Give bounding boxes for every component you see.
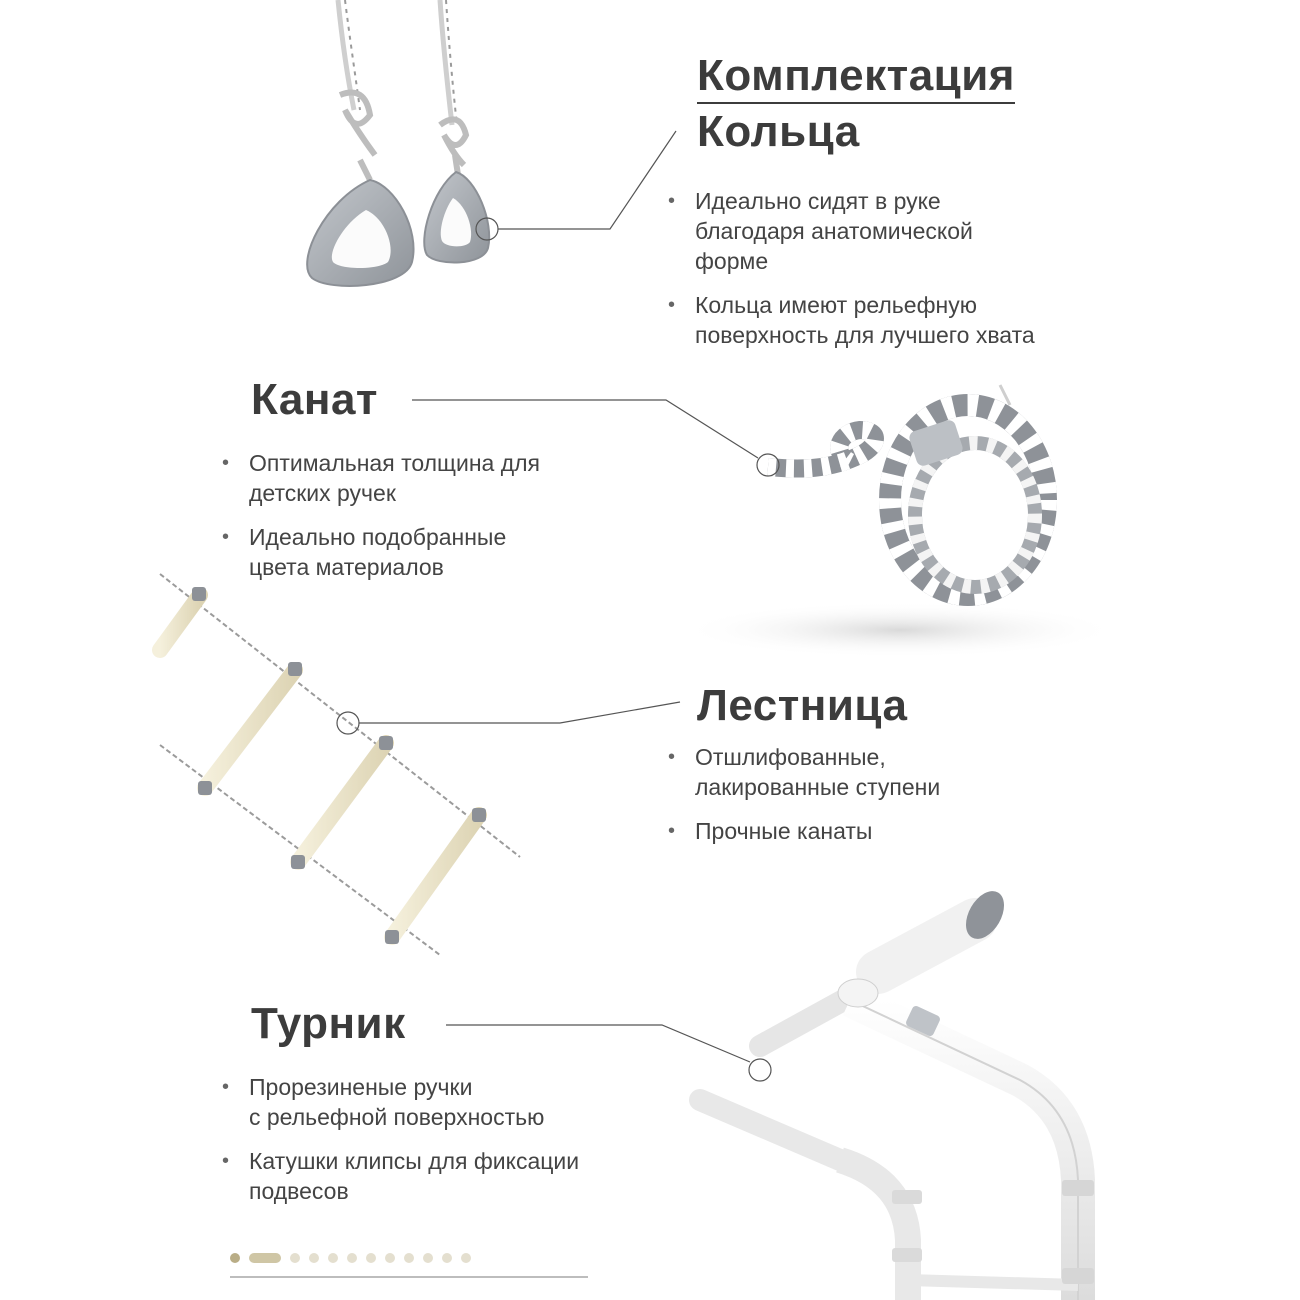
carousel-pager[interactable] [230,1250,471,1266]
section-title-rope: Канат [251,375,378,424]
pager-dot[interactable] [328,1253,338,1263]
pager-dot[interactable] [385,1253,395,1263]
section-title-ladder: Лестница [697,681,908,730]
list-item: • Катушки клипсы для фиксации подвесов [222,1146,579,1206]
ladder-bullet-list [668,742,940,860]
section-title-bar: Турник [251,999,406,1048]
pager-dot[interactable] [290,1253,300,1263]
list-item: • Прорезиненые ручки с рельефной поверхностью [222,1072,579,1132]
pager-divider [230,1276,588,1278]
list-item: • Идеально подобранные цвета материалов [222,522,540,582]
pager-dot[interactable] [347,1253,357,1263]
ladder-callout-line [337,702,680,734]
pager-dot[interactable] [423,1253,433,1263]
section-title-kit: Комплектация [697,52,1015,104]
pager-dot[interactable] [230,1253,240,1263]
pager-dot[interactable] [309,1253,319,1263]
gymnastic-rings-image [307,0,489,286]
pull-up-bar-image [700,884,1094,1300]
list-item: • Идеально сидят в руке благодаря анатомической форме [668,186,1035,276]
pager-dot[interactable] [404,1253,414,1263]
rope-bullet-list [222,448,540,596]
list-item: • Отшлифованные, лакированные ступени [668,742,940,802]
bar-bullet-list [222,1072,579,1220]
pager-dot-active[interactable] [249,1253,281,1263]
pager-dot[interactable] [366,1253,376,1263]
climbing-rope-image [680,385,1120,658]
rings-callout-line [476,131,676,240]
list-item: • Кольца имеют рельефную поверхность для лучшего хвата [668,290,1035,350]
rope-ladder-image [160,574,520,955]
rings-bullet-list [668,186,1035,364]
pager-dot[interactable] [442,1253,452,1263]
pager-dot[interactable] [461,1253,471,1263]
list-item: • Прочные канаты [668,816,940,846]
section-title-rings: Кольца [697,107,860,156]
list-item: • Оптимальная толщина для детских ручек [222,448,540,508]
